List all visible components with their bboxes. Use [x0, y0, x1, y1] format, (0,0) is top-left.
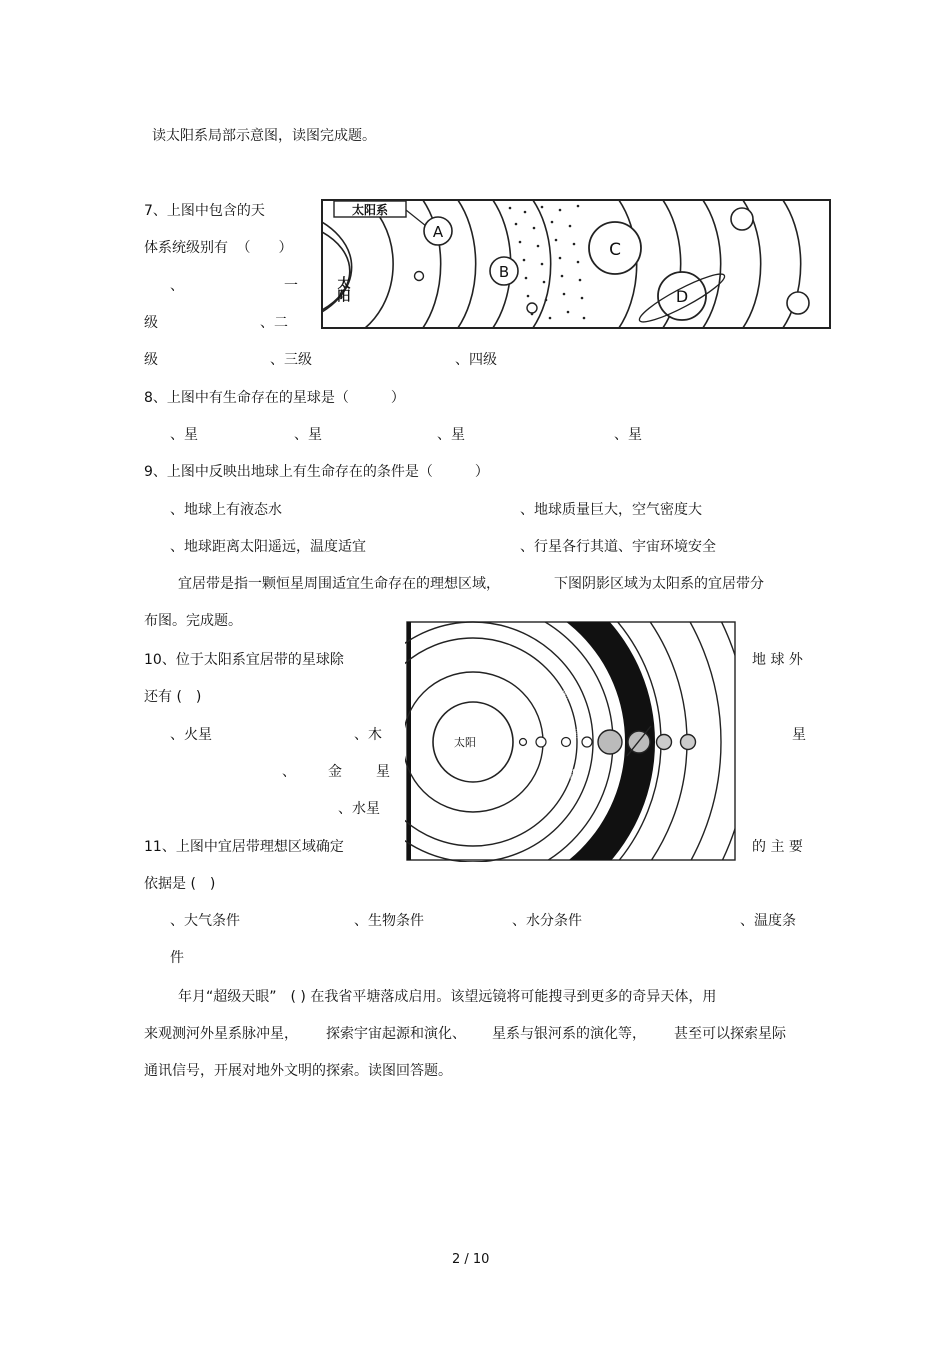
q9-option: 、地球质量巨大，空气密度大 — [520, 502, 702, 518]
q7-stem-line2: 体系统级别有 （ ） — [144, 240, 293, 256]
zone-char: 宜 — [562, 690, 572, 701]
page-number: 2 / 10 — [452, 1252, 490, 1267]
q7-option: 级 — [144, 352, 158, 368]
q10-option: 、水星 — [338, 801, 380, 817]
planet-outer — [787, 292, 809, 314]
planet-small — [415, 272, 424, 281]
q9-option: 、地球距离太阳遥远，温度适宜 — [170, 539, 366, 555]
q7-option: 、 — [170, 278, 184, 294]
zone-char: 带 — [566, 770, 576, 781]
sun-label: 太阳 — [334, 276, 350, 302]
q11-stem-line2: 依据是 ( ) — [144, 876, 216, 892]
q11-option: 、生物条件 — [354, 913, 424, 929]
q11-option: 、水分条件 — [512, 913, 582, 929]
q10-option: 星 — [376, 764, 390, 780]
q11-option: 、温度条 — [740, 913, 796, 929]
fast-paragraph-line1: 年月“超级天眼” ( ) 在我省平塘落成启用。该望远镜将可能搜寻到更多的奇异天体，用 — [178, 989, 717, 1005]
planet-b-label: B — [498, 263, 510, 281]
q8-option: 、星 — [294, 427, 322, 443]
zone-char: 居 — [570, 730, 580, 741]
fast-paragraph-line2a: 来观测河外星系脉冲星， — [144, 1026, 298, 1042]
habitable-zone-diagram — [405, 620, 737, 862]
q7-option: 、二 — [260, 315, 288, 331]
q9-option: 、行星各行其道、宇宙环境安全 — [520, 539, 716, 555]
q7-option: 一 — [284, 278, 298, 294]
fast-paragraph-line2b: 探索宇宙起源和演化、 — [326, 1026, 466, 1042]
fast-paragraph-line2c: 星系与银河系的演化等， — [492, 1026, 646, 1042]
q10-option: 、 — [282, 764, 296, 780]
q7-option: 、三级 — [270, 352, 312, 368]
q10-option: 星 — [792, 727, 806, 743]
q8-option: 、星 — [170, 427, 198, 443]
planet-mercury — [520, 739, 527, 746]
q11-stem-line1: 11、上图中宜居带理想区域确定 — [144, 839, 344, 855]
habitable-intro-line1b: 下图阴影区域为太阳系的宜居带分 — [554, 576, 764, 592]
q8-option: 、星 — [437, 427, 465, 443]
q10-stem-tail: 地 球 外 — [752, 652, 803, 668]
q7-option: 级 — [144, 315, 158, 331]
solar-system-label: 太阳系 — [351, 203, 389, 217]
q8-stem: 8、上图中有生命存在的星球是（ ） — [144, 390, 405, 406]
planet-venus — [536, 737, 546, 747]
planet-d-label: D — [675, 287, 689, 306]
q10-option: 、木 — [354, 727, 382, 743]
fast-paragraph-line2d: 甚至可以探索星际 — [674, 1026, 786, 1042]
q10-option: 金 — [328, 764, 342, 780]
planet-outer — [731, 208, 753, 230]
planet-small — [527, 303, 537, 313]
q10-option: 、火星 — [170, 727, 212, 743]
q11-option-tail: 件 — [170, 950, 184, 966]
q11-option: 、大气条件 — [170, 913, 240, 929]
planet-earth — [562, 738, 571, 747]
q10-stem-line2: 还有 ( ) — [144, 689, 202, 705]
solar-system-diagram — [320, 198, 832, 330]
planet-mars — [582, 737, 592, 747]
q7-option: 、四级 — [455, 352, 497, 368]
habitable-intro-line1a: 宜居带是指一颗恒星周围适宜生命存在的理想区域， — [178, 576, 500, 592]
fast-paragraph-line3: 通讯信号，开展对地外文明的探索。读图回答题。 — [144, 1063, 452, 1079]
q9-stem: 9、上图中反映出地球上有生命存在的条件是（ ） — [144, 464, 489, 480]
planet-jupiter — [598, 730, 622, 754]
planet-a-label: A — [432, 223, 444, 241]
q10-stem-line1: 10、位于太阳系宜居带的星球除 — [144, 652, 344, 668]
planet-c-label: C — [609, 240, 621, 260]
intro-text: 读太阳系局部示意图，读图完成题。 — [152, 128, 376, 144]
q8-option: 、星 — [614, 427, 642, 443]
planet-neptune — [681, 735, 696, 750]
sun-label: 太阳 — [454, 736, 476, 749]
q7-stem-line1: 7、上图中包含的天 — [144, 203, 265, 219]
q11-stem-tail: 的 主 要 — [752, 839, 803, 855]
habitable-intro-line2: 布图。完成题。 — [144, 613, 242, 629]
planet-uranus — [657, 735, 672, 750]
q9-option: 、地球上有液态水 — [170, 502, 282, 518]
